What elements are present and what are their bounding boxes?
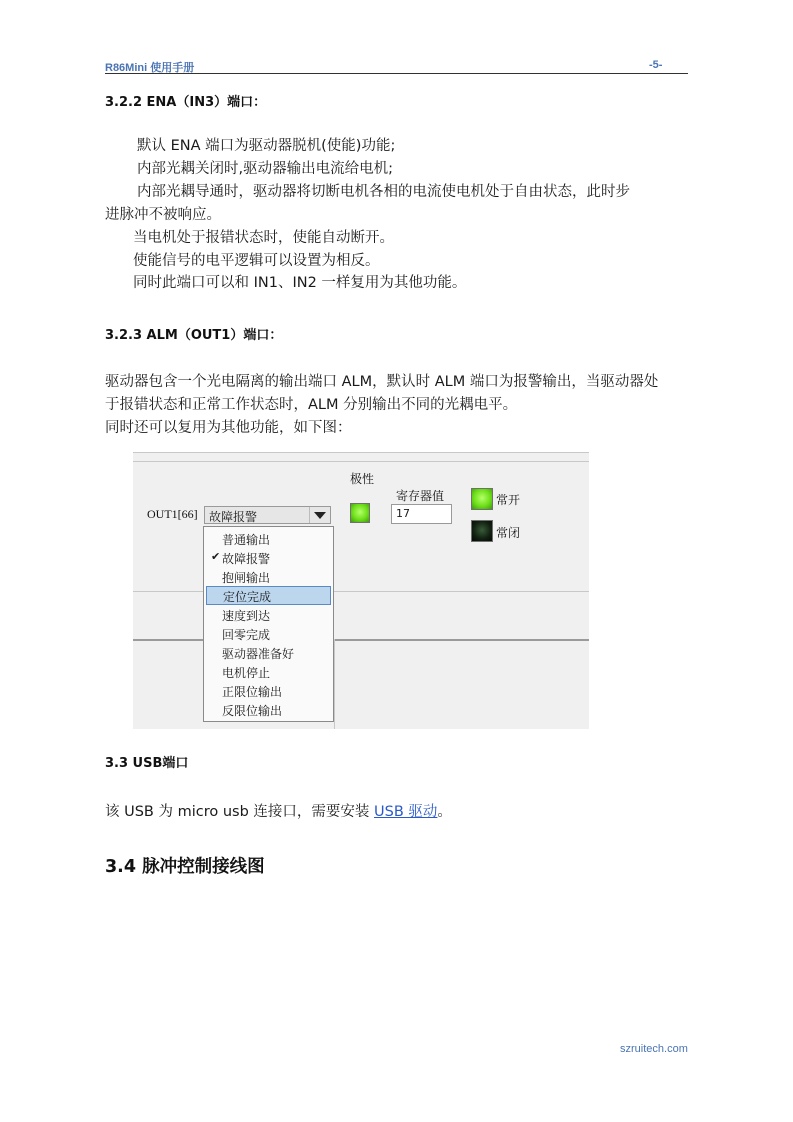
para-line: 同时此端口可以和 IN1、IN2 一样复用为其他功能。 bbox=[133, 275, 467, 291]
output-port-label: OUT1[66] bbox=[147, 507, 198, 521]
polarity-led[interactable] bbox=[350, 503, 370, 523]
para-line: 使能信号的电平逻辑可以设置为相反。 bbox=[133, 253, 380, 269]
footer-site: szruitech.com bbox=[620, 1043, 688, 1055]
para-line: 默认 ENA 端口为驱动器脱机(使能)功能; bbox=[137, 138, 396, 154]
para-line: 进脉冲不被响应。 bbox=[105, 207, 221, 223]
page-number: -5- bbox=[649, 59, 663, 71]
register-value: 17 bbox=[396, 507, 410, 520]
para-line: 内部光耦导通时，驱动器将切断电机各相的电流使电机处于自由状态，此时步 bbox=[137, 184, 630, 200]
chevron-down-icon bbox=[314, 512, 326, 519]
register-label: 寄存器值 bbox=[396, 489, 445, 503]
header-rule bbox=[105, 73, 688, 74]
para-line: 内部光耦关闭时,驱动器输出电流给电机; bbox=[137, 161, 393, 177]
para-line: 于报错状态和正常工作状态时，ALM 分别输出不同的光耦电平。 bbox=[105, 397, 518, 413]
divider bbox=[334, 639, 335, 729]
section-heading-34: 3.4 脉冲控制接线图 bbox=[105, 857, 265, 877]
usb-driver-link[interactable]: USB 驱动 bbox=[374, 804, 438, 820]
menu-item-highlighted[interactable]: 定位完成 bbox=[206, 586, 331, 605]
divider bbox=[133, 461, 589, 462]
output-function-select[interactable] bbox=[204, 506, 331, 524]
normally-closed-led[interactable] bbox=[471, 520, 493, 542]
check-icon: ✔ bbox=[211, 550, 221, 563]
polarity-label: 极性 bbox=[350, 472, 375, 486]
menu-item[interactable]: ✔ 故障报警 bbox=[211, 550, 271, 566]
normally-closed-label: 常闭 bbox=[496, 526, 521, 540]
divider bbox=[133, 639, 589, 641]
section-heading-33: 3.3 USB端口 bbox=[105, 756, 189, 771]
para-line: 同时还可以复用为其他功能，如下图： bbox=[105, 420, 352, 436]
normally-open-led[interactable] bbox=[471, 488, 493, 510]
para-line: 当电机处于报错状态时，使能自动断开。 bbox=[133, 230, 394, 246]
menu-item[interactable]: 回零完成 bbox=[222, 628, 271, 642]
normally-open-label: 常开 bbox=[496, 493, 521, 507]
divider bbox=[133, 591, 589, 592]
select-value: 故障报警 bbox=[209, 510, 258, 524]
para-line: 驱动器包含一个光电隔离的输出端口 ALM，默认时 ALM 端口为报警输出，当驱动器处 bbox=[105, 374, 659, 390]
output-config-panel bbox=[133, 452, 589, 729]
menu-item[interactable]: 速度到达 bbox=[222, 609, 271, 623]
section-heading-323: 3.2.3 ALM（OUT1）端口： bbox=[105, 328, 283, 343]
menu-item[interactable]: 电机停止 bbox=[222, 666, 271, 680]
menu-item[interactable]: 驱动器准备好 bbox=[222, 647, 295, 661]
usb-paragraph: 该 USB 为 micro usb 连接口，需要安装 USB 驱动。 bbox=[105, 804, 452, 820]
header-title: R86Mini 使用手册 bbox=[105, 62, 195, 74]
menu-item[interactable]: 普通输出 bbox=[222, 533, 271, 547]
dropdown-menu bbox=[203, 526, 334, 722]
menu-item[interactable]: 正限位输出 bbox=[222, 685, 283, 699]
register-value-field[interactable] bbox=[391, 504, 452, 524]
section-heading-322: 3.2.2 ENA（IN3）端口： bbox=[105, 95, 267, 110]
menu-item[interactable]: 反限位输出 bbox=[222, 704, 283, 718]
menu-item[interactable]: 抱闸输出 bbox=[222, 571, 271, 585]
